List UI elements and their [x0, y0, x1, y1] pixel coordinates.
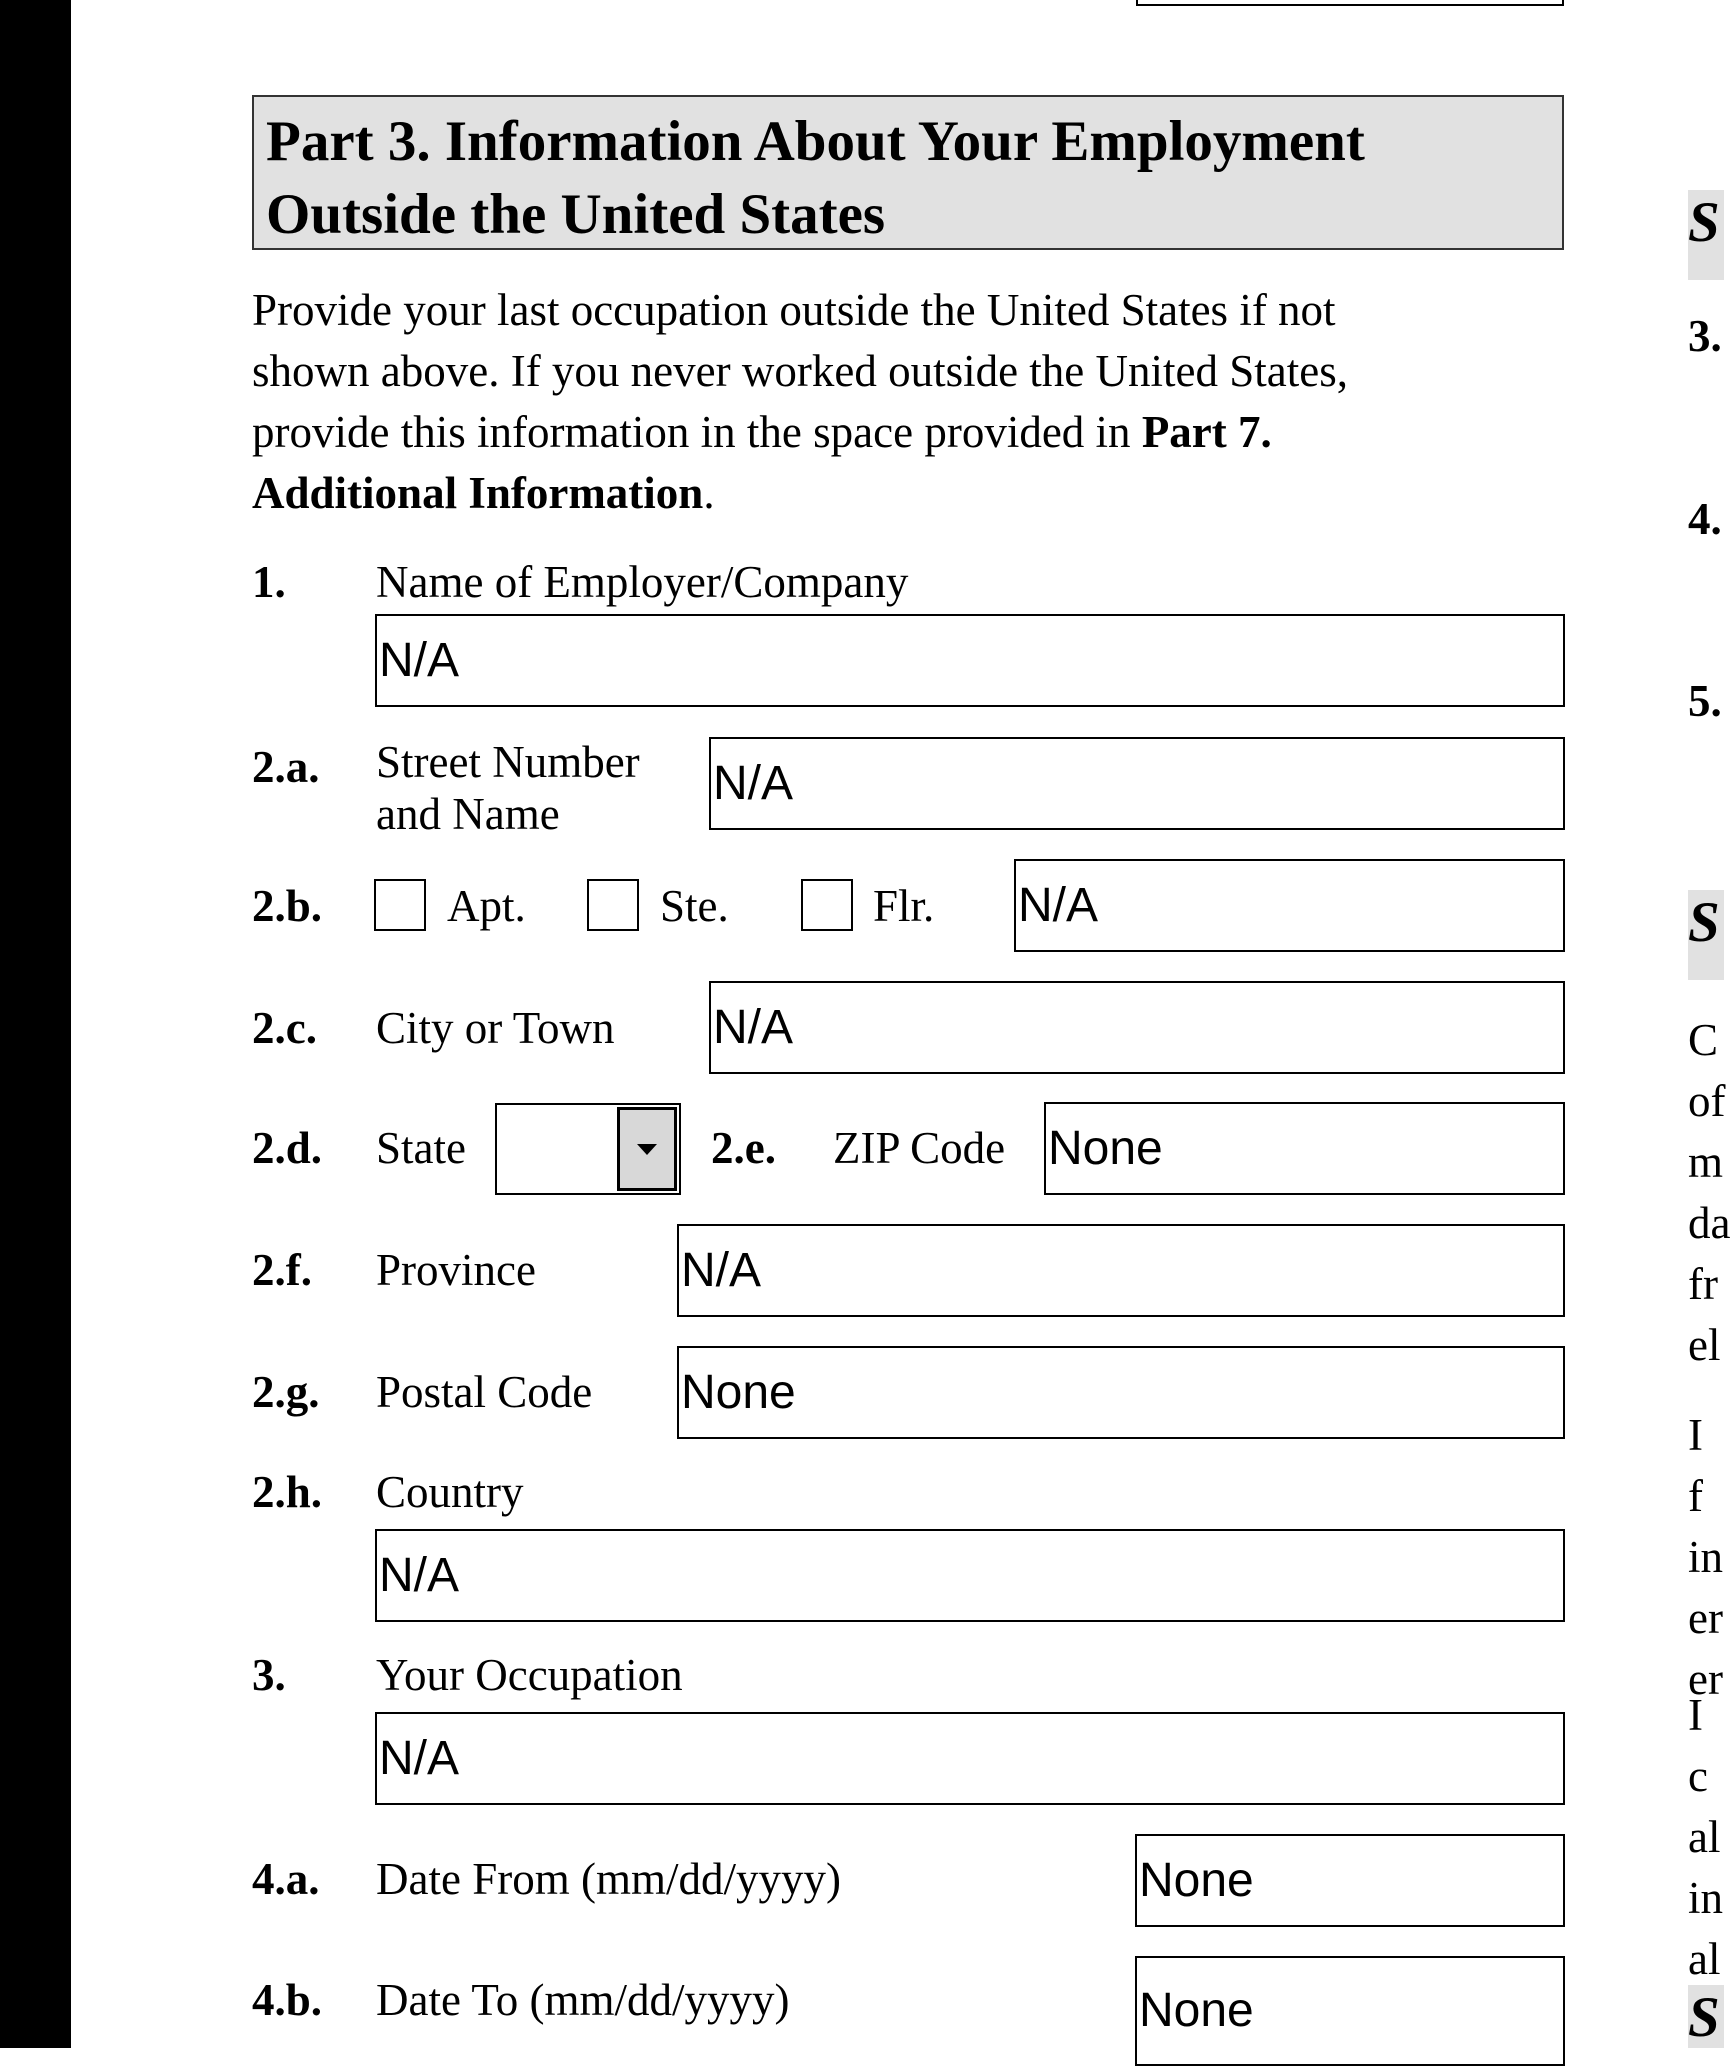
occupation-label: Your Occupation [376, 1650, 683, 1700]
right-p2-line1: I f [1688, 1410, 1703, 1521]
street-label [376, 736, 706, 840]
zip-input[interactable]: None [1044, 1102, 1565, 1195]
right-p1-line6: el [1688, 1320, 1721, 1370]
item-2f-number: 2.f. [252, 1245, 312, 1295]
right-p1-line1: C [1688, 1015, 1719, 1065]
date-to-input[interactable]: None [1135, 1956, 1565, 2066]
item-2e-number: 2.e. [711, 1123, 776, 1173]
right-p3-line1: I c [1688, 1690, 1708, 1801]
chevron-down-icon [635, 1141, 659, 1157]
unit-number-input[interactable]: N/A [1014, 859, 1565, 952]
street-label-line1: Street Number [376, 737, 640, 787]
right-section-header-2: S [1688, 890, 1724, 980]
date-from-input[interactable]: None [1135, 1834, 1565, 1927]
item-3-number: 3. [252, 1650, 286, 1700]
state-select[interactable] [495, 1103, 681, 1195]
part3-title-line2: Outside the United States [266, 183, 886, 246]
instructions-line3 [252, 402, 1572, 463]
part3-title-line1: Part 3. Information About Your Employment [266, 110, 1365, 173]
previous-field-box [1136, 0, 1564, 6]
right-paragraph-3 [1688, 1685, 1724, 1984]
instructions-additional-info-ref: Additional Information [252, 468, 704, 518]
state-label: State [376, 1123, 466, 1173]
part3-instructions [252, 280, 1572, 524]
right-p2-line3: er [1688, 1593, 1723, 1643]
right-p2-line2: in [1688, 1532, 1724, 1582]
instructions-line1: Provide your last occupation outside the United States if not [252, 285, 1336, 335]
ste-checkbox[interactable] [587, 879, 639, 931]
item-2g-number: 2.g. [252, 1367, 320, 1417]
instructions-period: . [703, 468, 715, 518]
item-2d-number: 2.d. [252, 1123, 323, 1173]
right-paragraph-1 [1688, 1010, 1730, 1380]
item-2c-number: 2.c. [252, 1003, 317, 1053]
part3-header [252, 95, 1564, 250]
country-input[interactable]: N/A [375, 1529, 1565, 1622]
instructions-line3-text: provide this information in the space provided in [252, 407, 1142, 457]
date-to-label: Date To (mm/dd/yyyy) [376, 1975, 790, 2025]
right-section-header-1: S [1688, 190, 1724, 280]
right-p1-line5: fr [1688, 1259, 1718, 1309]
right-p3-line2: al [1688, 1812, 1721, 1862]
item-1-number: 1. [252, 557, 286, 607]
employer-input[interactable]: N/A [375, 614, 1565, 707]
apt-label: Apt. [447, 881, 526, 931]
right-item-4-number: 4. [1688, 494, 1722, 544]
date-from-label: Date From (mm/dd/yyyy) [376, 1854, 841, 1904]
street-input[interactable]: N/A [709, 737, 1565, 830]
instructions-line2: shown above. If you never worked outside the United States, [252, 346, 1348, 396]
instructions-part7-ref: Part 7. [1141, 407, 1272, 457]
right-section-header-3: S [1688, 1985, 1724, 2048]
left-margin-bar [0, 0, 71, 2048]
flr-label: Flr. [873, 881, 935, 931]
zip-label: ZIP Code [833, 1123, 1006, 1173]
item-4a-number: 4.a. [252, 1854, 320, 1904]
item-2h-number: 2.h. [252, 1467, 323, 1517]
right-paragraph-2 [1688, 1405, 1724, 1704]
country-label: Country [376, 1467, 524, 1517]
employer-label: Name of Employer/Company [376, 557, 909, 607]
street-label-line2: and Name [376, 789, 560, 839]
province-input[interactable]: N/A [677, 1224, 1565, 1317]
right-item-5-number: 5. [1688, 676, 1722, 726]
item-2b-number: 2.b. [252, 881, 323, 931]
postal-code-input[interactable]: None [677, 1346, 1565, 1439]
right-p3-line4: al [1688, 1934, 1721, 1984]
item-2a-number: 2.a. [252, 742, 320, 792]
right-p2-line4: er [1688, 1654, 1723, 1704]
city-label: City or Town [376, 1003, 615, 1053]
right-p3-line3: in [1688, 1873, 1724, 1923]
occupation-input[interactable]: N/A [375, 1712, 1565, 1805]
right-p1-line2: of [1688, 1076, 1726, 1126]
right-p1-line4: da [1688, 1198, 1730, 1248]
flr-checkbox[interactable] [801, 879, 853, 931]
right-p1-line3: m [1688, 1137, 1724, 1187]
right-item-3-number: 3. [1688, 311, 1722, 361]
ste-label: Ste. [660, 881, 729, 931]
instructions-line4 [252, 463, 1572, 524]
province-label: Province [376, 1245, 536, 1295]
city-input[interactable]: N/A [709, 981, 1565, 1074]
state-dropdown-button[interactable] [617, 1107, 677, 1191]
item-4b-number: 4.b. [252, 1975, 323, 2025]
postal-code-label: Postal Code [376, 1367, 593, 1417]
apt-checkbox[interactable] [374, 879, 426, 931]
